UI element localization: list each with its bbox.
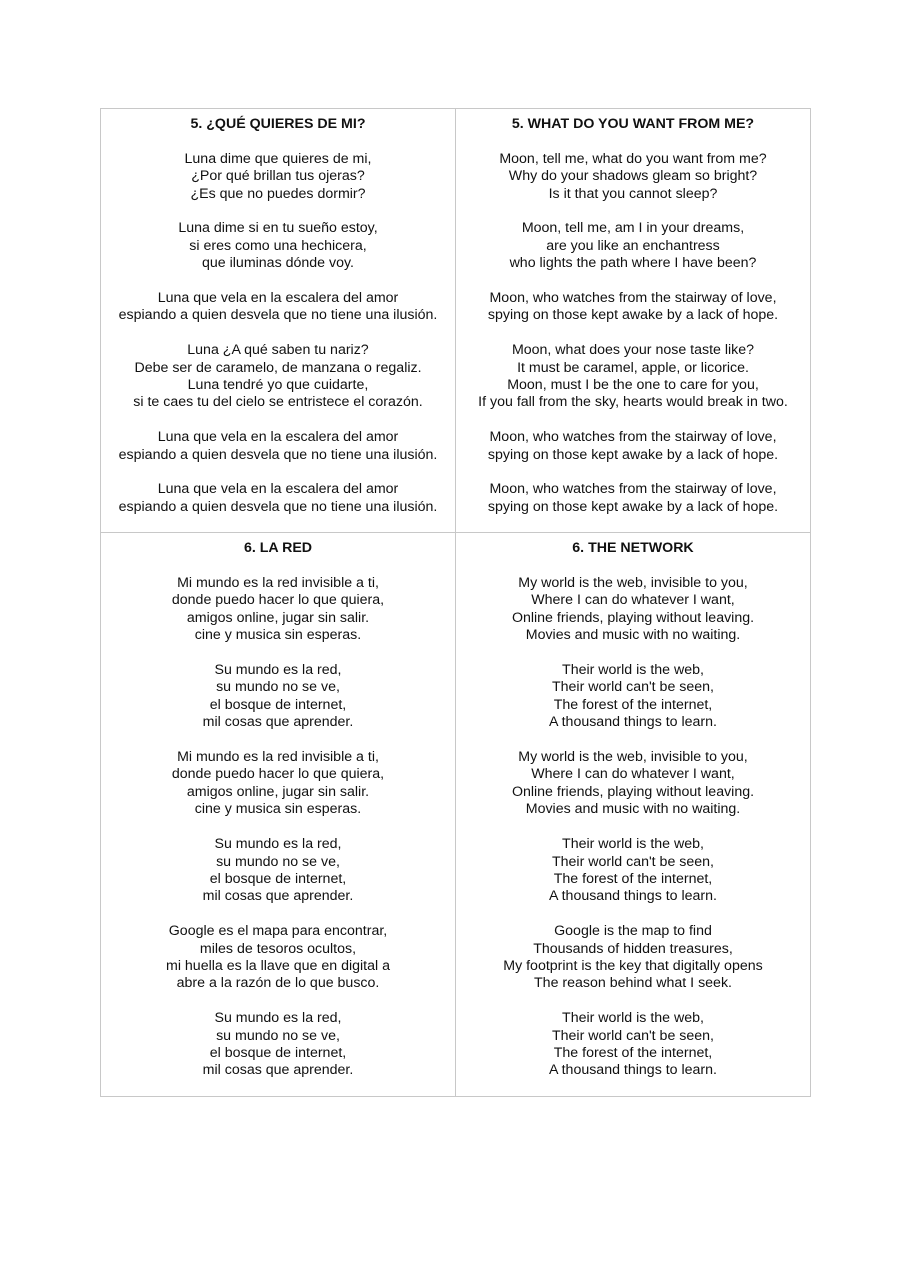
song-6-english-cell <box>456 533 811 1097</box>
stanza <box>458 749 808 819</box>
lyric-line: spying on those kept awake by a lack of hope. <box>487 307 779 324</box>
lyric-line: donde puedo hacer lo que quiera, <box>171 766 385 783</box>
lyric-line: Luna tendré yo que cuidarte, <box>187 377 369 394</box>
lyric-line: Online friends, playing without leaving. <box>511 609 755 626</box>
stanza <box>103 151 453 203</box>
lyrics-table-body <box>101 109 811 1097</box>
lyric-line: Moon, what does your nose taste like? <box>511 342 755 359</box>
lyric-line: Luna dime que quieres de mi, <box>184 150 372 167</box>
lyric-line: si te caes tu del cielo se entristece el corazón. <box>133 394 423 411</box>
stanzas <box>458 575 808 1080</box>
lyric-line: Where I can do whatever I want, <box>531 592 735 609</box>
lyric-line: The forest of the internet, <box>553 1044 713 1061</box>
lyric-line: su mundo no se ve, <box>216 853 340 870</box>
lyric-line: Luna que vela en la escalera del amor <box>157 429 399 446</box>
lyric-line: espiando a quien desvela que no tiene una ilusión. <box>118 446 438 463</box>
lyric-line: ¿Por qué brillan tus ojeras? <box>191 168 365 185</box>
lyric-line: A thousand things to learn. <box>548 714 717 731</box>
lyric-line: Luna que vela en la escalera del amor <box>157 290 399 307</box>
lyrics-table <box>100 108 811 1097</box>
lyric-line: Mi mundo es la red invisible a ti, <box>177 575 379 592</box>
lyric-line: espiando a quien desvela que no tiene una ilusión. <box>118 498 438 515</box>
lyric-line: Debe ser de caramelo, de manzana o regaliz. <box>134 359 422 376</box>
lyric-line: It must be caramel, apple, or licorice. <box>517 359 749 376</box>
stanza <box>103 429 453 464</box>
lyric-line: Their world is the web, <box>562 836 704 853</box>
lyric-line: abre a la razón de lo que busco. <box>176 975 380 992</box>
song-title: 5. ¿QUÉ QUIERES DE MI? <box>190 116 366 132</box>
lyric-line: My world is the web, invisible to you, <box>518 749 748 766</box>
stanza <box>103 1010 453 1080</box>
lyric-line: cine y musica sin esperas. <box>194 627 362 644</box>
stanza <box>103 220 453 272</box>
lyric-line: Moon, who watches from the stairway of love, <box>489 290 777 307</box>
stanza <box>458 290 808 325</box>
stanza <box>458 836 808 906</box>
stanza <box>103 575 453 645</box>
lyric-line: mil cosas que aprender. <box>202 888 354 905</box>
lyric-line: The forest of the internet, <box>553 870 713 887</box>
lyric-line: A thousand things to learn. <box>548 1062 717 1079</box>
song-5-english-cell <box>456 109 811 533</box>
lyric-line: Moon, who watches from the stairway of love, <box>489 429 777 446</box>
stanza <box>103 749 453 819</box>
lyric-line: Movies and music with no waiting. <box>525 627 741 644</box>
stanza <box>458 662 808 732</box>
lyric-line: el bosque de internet, <box>209 696 347 713</box>
lyric-line: mil cosas que aprender. <box>202 1062 354 1079</box>
stanzas <box>103 151 453 516</box>
stanza <box>103 481 453 516</box>
lyric-line: amigos online, jugar sin salir. <box>186 783 370 800</box>
lyric-line: Mi mundo es la red invisible a ti, <box>177 749 379 766</box>
lyric-line: are you like an enchantress <box>546 237 720 254</box>
stanza <box>103 342 453 412</box>
stanza <box>103 662 453 732</box>
lyric-line: Moon, tell me, am I in your dreams, <box>521 220 745 237</box>
song-5-spanish-cell <box>101 109 456 533</box>
lyric-line: Google es el mapa para encontrar, <box>168 923 388 940</box>
song-row-5 <box>101 109 811 533</box>
lyric-line: Moon, who watches from the stairway of love, <box>489 481 777 498</box>
stanza <box>458 429 808 464</box>
stanza <box>458 342 808 412</box>
lyric-line: If you fall from the sky, hearts would break in two. <box>478 394 788 411</box>
stanza <box>458 923 808 993</box>
lyric-line: el bosque de internet, <box>209 870 347 887</box>
lyric-line: Luna ¿A qué saben tu nariz? <box>187 342 369 359</box>
lyric-line: Google is the map to find <box>554 923 712 940</box>
lyric-line: A thousand things to learn. <box>548 888 717 905</box>
lyric-line: Moon, must I be the one to care for you, <box>507 377 759 394</box>
stanza <box>458 220 808 272</box>
lyric-line: Their world is the web, <box>562 1010 704 1027</box>
lyric-line: My world is the web, invisible to you, <box>518 575 748 592</box>
stanza <box>103 290 453 325</box>
lyric-line: miles de tesoros ocultos, <box>199 940 357 957</box>
lyric-line: Su mundo es la red, <box>214 1010 342 1027</box>
lyric-line: Why do your shadows gleam so bright? <box>508 168 758 185</box>
stanza <box>458 151 808 203</box>
lyric-line: Their world can't be seen, <box>551 679 714 696</box>
stanzas <box>103 575 453 1080</box>
lyric-line: si eres como una hechicera, <box>189 237 367 254</box>
lyric-line: Their world is the web, <box>562 662 704 679</box>
lyric-line: Their world can't be seen, <box>551 1027 714 1044</box>
stanza <box>458 481 808 516</box>
song-6-spanish-cell <box>101 533 456 1097</box>
lyric-line: espiando a quien desvela que no tiene una ilusión. <box>118 307 438 324</box>
lyric-line: amigos online, jugar sin salir. <box>186 609 370 626</box>
lyric-line: mil cosas que aprender. <box>202 714 354 731</box>
stanza <box>103 923 453 993</box>
lyric-line: donde puedo hacer lo que quiera, <box>171 592 385 609</box>
lyric-line: Where I can do whatever I want, <box>531 766 735 783</box>
lyric-line: ¿Es que no puedes dormir? <box>190 185 366 202</box>
lyric-line: Movies and music with no waiting. <box>525 801 741 818</box>
stanza <box>458 1010 808 1080</box>
lyric-line: Online friends, playing without leaving. <box>511 783 755 800</box>
lyric-line: cine y musica sin esperas. <box>194 801 362 818</box>
lyric-line: su mundo no se ve, <box>216 679 340 696</box>
lyric-line: Is it that you cannot sleep? <box>548 185 718 202</box>
lyric-line: Thousands of hidden treasures, <box>533 940 733 957</box>
lyric-line: spying on those kept awake by a lack of hope. <box>487 446 779 463</box>
lyric-line: My footprint is the key that digitally opens <box>503 957 763 974</box>
lyric-line: spying on those kept awake by a lack of hope. <box>487 498 779 515</box>
lyric-line: Su mundo es la red, <box>214 836 342 853</box>
lyric-line: Luna dime si en tu sueño estoy, <box>178 220 378 237</box>
lyric-line: The forest of the internet, <box>553 696 713 713</box>
stanzas <box>458 151 808 516</box>
lyric-line: mi huella es la llave que en digital a <box>166 957 390 974</box>
lyric-line: Moon, tell me, what do you want from me? <box>499 150 767 167</box>
song-title: 5. WHAT DO YOU WANT FROM ME? <box>511 116 755 132</box>
lyric-line: su mundo no se ve, <box>216 1027 340 1044</box>
song-title: 6. THE NETWORK <box>572 540 694 557</box>
lyric-line: el bosque de internet, <box>209 1044 347 1061</box>
song-title: 6. LA RED <box>243 540 313 557</box>
lyric-line: Luna que vela en la escalera del amor <box>157 481 399 498</box>
stanza <box>103 836 453 906</box>
lyric-line: Su mundo es la red, <box>214 662 342 679</box>
stanza <box>458 575 808 645</box>
lyric-line: que iluminas dónde voy. <box>202 255 354 272</box>
song-row-6 <box>101 533 811 1097</box>
lyric-line: Their world can't be seen, <box>551 853 714 870</box>
lyric-line: who lights the path where I have been? <box>509 255 757 272</box>
lyric-line: The reason behind what I seek. <box>534 975 732 992</box>
